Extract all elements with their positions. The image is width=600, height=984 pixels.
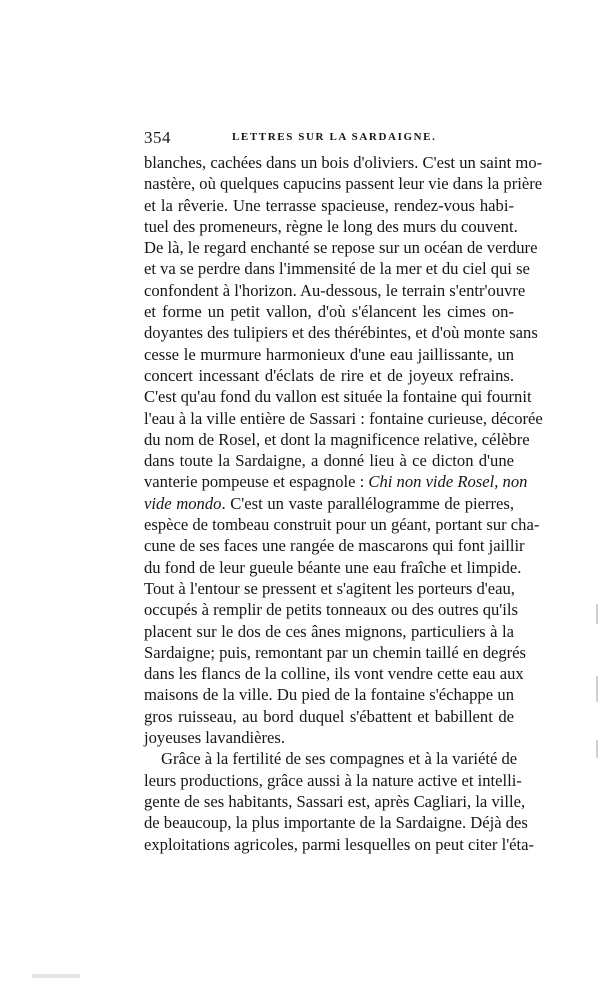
text-line: du nom de Rosel, et dont la magnificence relative, célèbre [144,429,530,449]
scan-edge-mark [596,740,598,758]
text-line: blanches, cachées dans un bois d'oliviers. C'est un saint mo- [144,153,543,172]
text-line: C'est qu'au fond du vallon est située la fontaine qui fournit [144,387,532,407]
scan-edge-mark [596,676,598,702]
text-line: placent sur le dos de ces ânes mignons, particuliers à la [144,621,514,641]
text-line: l'eau à la ville entière de Sassari : fontaine curieuse, décorée [144,408,543,428]
text-line: doyantes des tulipiers et des thérébintes, et d'où monte sans [144,323,538,343]
text-line: nastère, où quelques capucins passent leur vie dans la prière [144,174,543,194]
text-fragment: vanterie pompeuse et espagnole : [144,472,369,492]
text-line: dans les flancs de la colline, ils vont vendre cette eau aux [144,664,524,684]
text-fragment: . C'est un vaste parallélogramme de pierres, [221,493,514,513]
scan-edge-mark [596,604,598,624]
page-number: 354 [144,128,171,147]
text-line: maisons de la ville. Du pied de la fontaine s'échappe un [144,685,514,705]
text-line: confondent à l'horizon. Au-dessous, le terrain s'entr'ouvre [144,280,526,300]
running-title: LETTRES SUR LA SARDAIGNE. [232,131,437,143]
text-line-with-quote [144,471,528,492]
text-line: gros ruisseau, au bord duquel s'ébattent et babillent de [144,706,514,726]
text-line: exploitations agricoles, parmi lesquelles on peut citer l'éta- [144,834,535,854]
italic-quote-end: vide mondo [144,493,222,513]
text-line: de beaucoup, la plus importante de la Sardaigne. Déjà des [144,813,528,833]
text-line: et la rêverie. Une terrasse spacieuse, rendez-vous habi- [144,195,514,215]
text-line: et va se perdre dans l'immensité de la mer et du ciel qui se [144,259,530,279]
text-line: De là, le regard enchanté se repose sur un océan de verdure [144,238,538,258]
text-line: leurs productions, grâce aussi à la nature active et intelli- [144,770,522,790]
italic-quote: Chi non vide Rosel, non [368,472,528,492]
text-line: occupés à remplir de petits tonneaux ou des outres qu'ils [144,600,518,620]
text-line: Grâce à la fertilité de ses compagnes et à la variété de [161,749,518,769]
text-line: cesse le murmure harmonieux d'une eau jaillissante, un [144,344,514,364]
text-line: tuel des promeneurs, règne le long des murs du couvent. [144,216,518,236]
text-line: cune de ses faces une rangée de mascarons qui font jaillir [144,536,525,556]
text-line: du fond de leur gueule béante une eau fraîche et limpide. [144,557,522,577]
text-line: gente de ses habitants, Sassari est, après Cagliari, la ville, [144,791,526,811]
text-line: Tout à l'entour se pressent et s'agitent les porteurs d'eau, [144,578,515,598]
running-header [144,128,514,150]
text-line-with-quote-end [144,493,514,514]
scan-smudge [32,974,80,978]
paragraph-1 [144,152,543,748]
text-line: espèce de tombeau construit pour un géant, portant sur cha- [144,515,540,535]
text-line: concert incessant d'éclats de rire et de joyeux refrains. [144,365,514,385]
text-line: dans toute la Sardaigne, a donné lieu à ce dicton d'une [144,451,514,471]
text-line: Sardaigne; puis, remontant par un chemin taillé en degrés [144,642,526,662]
page-body [144,152,543,855]
paragraph-2 [144,748,535,854]
text-line: et forme un petit vallon, d'où s'élancent les cimes on- [144,302,514,322]
text-line: joyeuses lavandières. [144,728,285,748]
